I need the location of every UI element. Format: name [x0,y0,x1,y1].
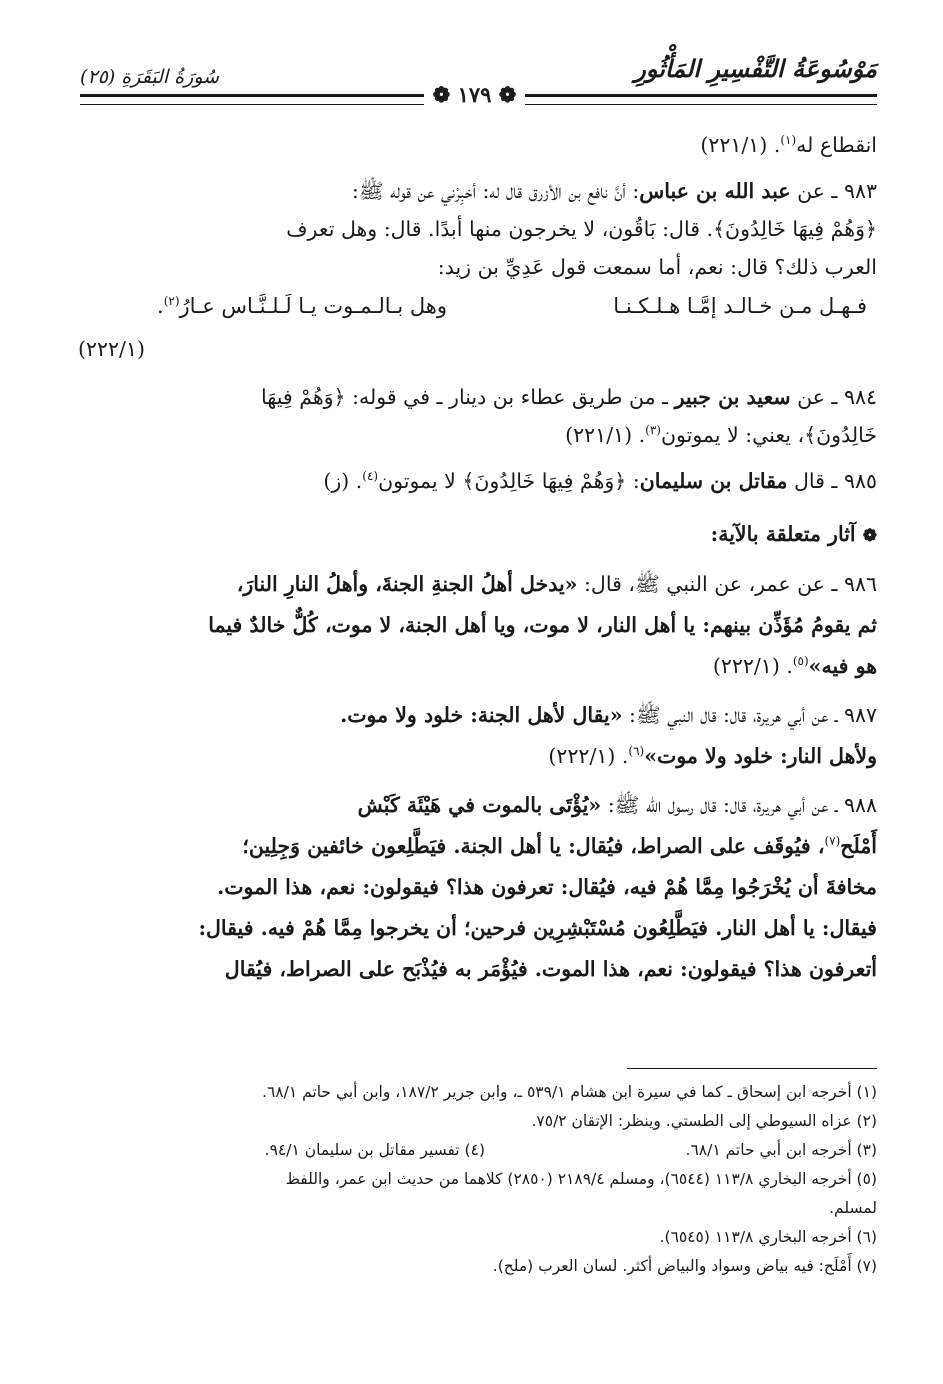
text-line: ٩٨٦ ـ عن عمر، عن النبي ﷺ، قال: «يدخل أهلُ الجنةِ الجنةَ، وأهلُ النارِ النارَ، [236,572,877,596]
footnote-marker[interactable]: (٣) [645,423,661,437]
text-line: ٩٨٧ ـ عن أبي هريرة، قال: قال النبي ﷺ: «يقال لأهل الجنة: خلود ولا موت. [340,703,877,727]
footnote-7: (٧) أَمْلَح: فيه بياض وسواد والبياض أكثر. لسان العرب (ملح). [492,1257,877,1275]
narration-985 [78,462,877,500]
footnote-marker[interactable]: (١) [780,133,797,147]
narrator-name: مقاتل بن سليمان [639,469,788,493]
citation: (٢٢٢/١) [78,337,145,361]
text-line: هو فيه»$^{(٥)}$. (٢٢٢/١) [712,654,877,678]
text-line: ٩٨٨ ـ عن أبي هريرة، قال: قال رسول الله ﷺ: «يُؤْتَى بالموت في هَيْئَة كَبْش [357,793,877,817]
footnote-2: (٢) عزاه السيوطي إلى الطستي. وينظر: الإتقان ٧٥/٢. [531,1112,877,1130]
page-header [80,52,877,112]
footnote-pair [78,1136,877,1165]
text-line: ثم يقومُ مُؤَذِّن بينهم: يا أهل النار، لا موت، ويا أهل الجنة، لا موت، كُلٌّ خالدٌ فيما [208,613,877,637]
footnote-3: (٣) أخرجه ابن أبي حاتم ٦٨/١. [685,1141,877,1159]
surah-label: سُورَةُ البَقَرَةِ (٢٥) [80,66,220,88]
text-line: ولأهل النار: خلود ولا موت»$^{(٦)}$. (٢٢٢/١) [548,744,877,768]
text-line: ٩٨٥ ـ قال مقاتل بن سليمان: ﴿وَهُمْ فِيهَا خَالِدُونَ﴾ لا يموتون$^{(٤)}$. (ز) [323,469,877,493]
text-line: العرب ذلك؟ قال: نعم، أما سمعت قول عَدِيِّ بن زيد: [437,255,877,279]
narrator-name: سعيد بن جبير [674,385,791,409]
footnote-6: (٦) أخرجه البخاري ١١٣/٨ (٦٥٤٥). [659,1228,877,1246]
star-icon: ❁ [862,526,877,546]
text-line: خَالِدُونَ﴾، يعني: لا يموتون$^{(٣)}$. (٢٢١/١) [565,423,877,447]
text-line: ٩٨٣ ـ عن عبد الله بن عباس: أنَّ نافع بن الأزرق قال له: أخبِرْني عن قوله ﷺ: [351,179,877,203]
main-text [78,126,877,990]
footnote-4: (٤) تفسير مقاتل بن سليمان ٩٤/١. [264,1141,485,1159]
footnote-marker[interactable]: (٥) [792,654,809,668]
book-title: مَوْسُوعَةُ التَّفْسِيرِ المَأْثُورِ [634,54,877,83]
hadith-988 [78,785,877,990]
header-rule-left [80,94,424,105]
footnote-marker[interactable]: (٢) [163,294,180,308]
hadith-987 [78,695,877,777]
footnote-1: (١) أخرجه ابن إسحاق ـ كما في سيرة ابن هشام ٥٣٩/١ ـ، وابن جرير ١٨٧/٢، وابن أبي حاتم ٦٨/١. [262,1083,877,1101]
section-heading: ❁ آثار متعلقة بالآية: [710,522,877,546]
text-line: أتعرفون هذا؟ فيقولون: نعم، هذا الموت. فيُؤْمَر به فيُذْبَح على الصراط، فيُقال [224,957,877,981]
text-line: انقطاع له$^{(١)}$. (٢٢١/١) [700,133,877,157]
poem-hemistich-2: وهل بـالـمـوت يـا لَـلـنَّـاس عـارُ$^{(٢)}$. [157,294,447,318]
text-line: مخافةَ أن يُخْرَجُوا مِمَّا هُمْ فيه، فيُقال: تعرفون هذا؟ فيقولون: نعم، هذا الموت. [217,875,877,899]
poem-hemistich-1: فـهـل مـن خـالـد إمَّـا هـلـكـنـا [613,294,867,318]
text-line: فيقال: يا أهل النار. فيَطَّلِعُون مُسْتَبْشِرِين فرحين؛ أن يخرجوا مِمَّا هُمْ فيه. فيقال: [198,916,877,940]
hadith-986 [78,564,877,687]
text-line: ٩٨٤ ـ عن سعيد بن جبير ـ من طريق عطاء بن دينار ـ في قوله: ﴿وَهُمْ فِيهَا [261,385,877,409]
header-rule-right [525,94,877,105]
footnote-divider [627,1068,877,1069]
footnote-marker[interactable]: (٧) [824,834,841,848]
footnote-marker[interactable]: (٦) [628,744,645,758]
narrator-name: عبد الله بن عباس [639,179,791,203]
poem-verse [78,290,877,334]
footnote-5: (٥) أخرجه البخاري ١١٣/٨ (٦٥٤٤)، ومسلم ٢١٨٩/٤ (٢٨٥٠) كلاهما من حديث ابن عمر، واللفظ [285,1170,877,1188]
footnote-5-cont: لمسلم. [829,1199,877,1217]
text-line: أَمْلَح$^{(٧)}$، فيُوقَف على الصراط، فيُقال: يا أهل الجنة. فيَطَّلِعون خائفين وَجِلِين؛ [242,834,877,858]
page-number: ❁ ١٧٩ ❁ [432,82,517,107]
text-line: ﴿وَهُمْ فِيهَا خَالِدُونَ﴾. قال: بَاقُون، لا يخرجون منها أبدًا. قال: وهل تعرف [286,217,877,241]
footnotes [78,1078,877,1281]
narration-984 [78,378,877,454]
narration-983 [78,172,877,364]
footnote-marker[interactable]: (٤) [362,469,379,483]
